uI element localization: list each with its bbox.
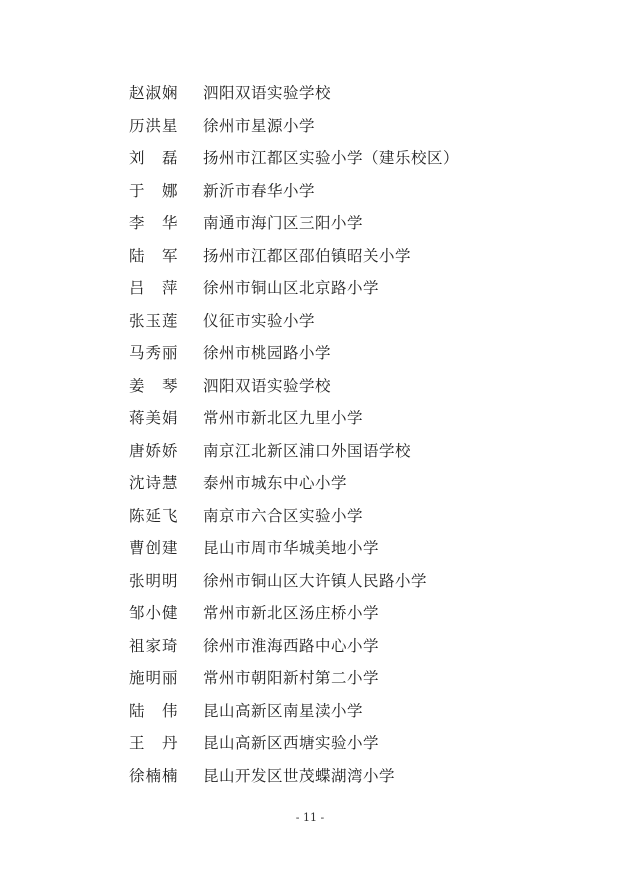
list-item — [129, 434, 569, 467]
list-item — [129, 596, 569, 629]
school-name: 徐州市桃园路小学 — [203, 344, 332, 363]
list-item — [129, 109, 569, 142]
school-name: 南通市海门区三阳小学 — [203, 214, 364, 233]
school-name: 南京江北新区浦口外国语学校 — [203, 441, 412, 460]
school-name: 扬州市江都区实验小学（建乐校区） — [203, 149, 460, 168]
school-name: 南京市六合区实验小学 — [203, 506, 364, 525]
person-name: 陆 军 — [129, 246, 178, 265]
list-item — [129, 239, 569, 272]
person-name: 陆 伟 — [129, 701, 178, 720]
person-name: 马秀丽 — [129, 344, 178, 363]
list-item — [129, 726, 569, 759]
school-name: 徐州市星源小学 — [203, 116, 316, 135]
school-name: 昆山高新区南星渎小学 — [203, 701, 364, 720]
school-name: 扬州市江都区邵伯镇昭关小学 — [203, 246, 412, 265]
person-name: 沈诗慧 — [129, 474, 178, 493]
list-item — [129, 304, 569, 337]
school-name: 常州市新北区九里小学 — [203, 409, 364, 428]
school-name: 昆山开发区世茂蝶湖湾小学 — [203, 766, 396, 785]
person-name: 张玉莲 — [129, 311, 178, 330]
list-item — [129, 401, 569, 434]
school-name: 昆山高新区西塘实验小学 — [203, 734, 380, 753]
list-item — [129, 661, 569, 694]
person-name: 王 丹 — [129, 734, 178, 753]
list-item — [129, 336, 569, 369]
list-item — [129, 564, 569, 597]
person-name: 历洪星 — [129, 116, 178, 135]
person-name: 陈延飞 — [129, 506, 178, 525]
list-item — [129, 759, 569, 792]
list-item — [129, 369, 569, 402]
person-name: 张明明 — [129, 571, 178, 590]
person-name: 刘 磊 — [129, 149, 178, 168]
name-school-list — [129, 76, 569, 791]
list-item — [129, 694, 569, 727]
page-number: - 11 - — [295, 811, 325, 824]
person-name: 祖家琦 — [129, 636, 178, 655]
school-name: 昆山市周市华城美地小学 — [203, 539, 380, 558]
person-name: 李 华 — [129, 214, 178, 233]
person-name: 姜 琴 — [129, 376, 178, 395]
list-item — [129, 206, 569, 239]
school-name: 泗阳双语实验学校 — [203, 84, 332, 103]
list-item — [129, 174, 569, 207]
list-item — [129, 466, 569, 499]
list-item — [129, 499, 569, 532]
school-name: 徐州市淮海西路中心小学 — [203, 636, 380, 655]
person-name: 赵淑娴 — [129, 84, 178, 103]
school-name: 徐州市铜山区大许镇人民路小学 — [203, 571, 428, 590]
list-item — [129, 629, 569, 662]
person-name: 曹创建 — [129, 539, 178, 558]
list-item — [129, 76, 569, 109]
person-name: 唐娇娇 — [129, 441, 178, 460]
school-name: 新沂市春华小学 — [203, 181, 316, 200]
school-name: 徐州市铜山区北京路小学 — [203, 279, 380, 298]
person-name: 蒋美娟 — [129, 409, 178, 428]
school-name: 泗阳双语实验学校 — [203, 376, 332, 395]
school-name: 常州市新北区汤庄桥小学 — [203, 604, 380, 623]
person-name: 徐楠楠 — [129, 766, 178, 785]
list-item — [129, 531, 569, 564]
person-name: 邹小健 — [129, 604, 178, 623]
person-name: 施明丽 — [129, 669, 178, 688]
list-item — [129, 271, 569, 304]
person-name: 吕 萍 — [129, 279, 178, 298]
school-name: 泰州市城东中心小学 — [203, 474, 348, 493]
school-name: 仪征市实验小学 — [203, 311, 316, 330]
list-item — [129, 141, 569, 174]
school-name: 常州市朝阳新村第二小学 — [203, 669, 380, 688]
person-name: 于 娜 — [129, 181, 178, 200]
